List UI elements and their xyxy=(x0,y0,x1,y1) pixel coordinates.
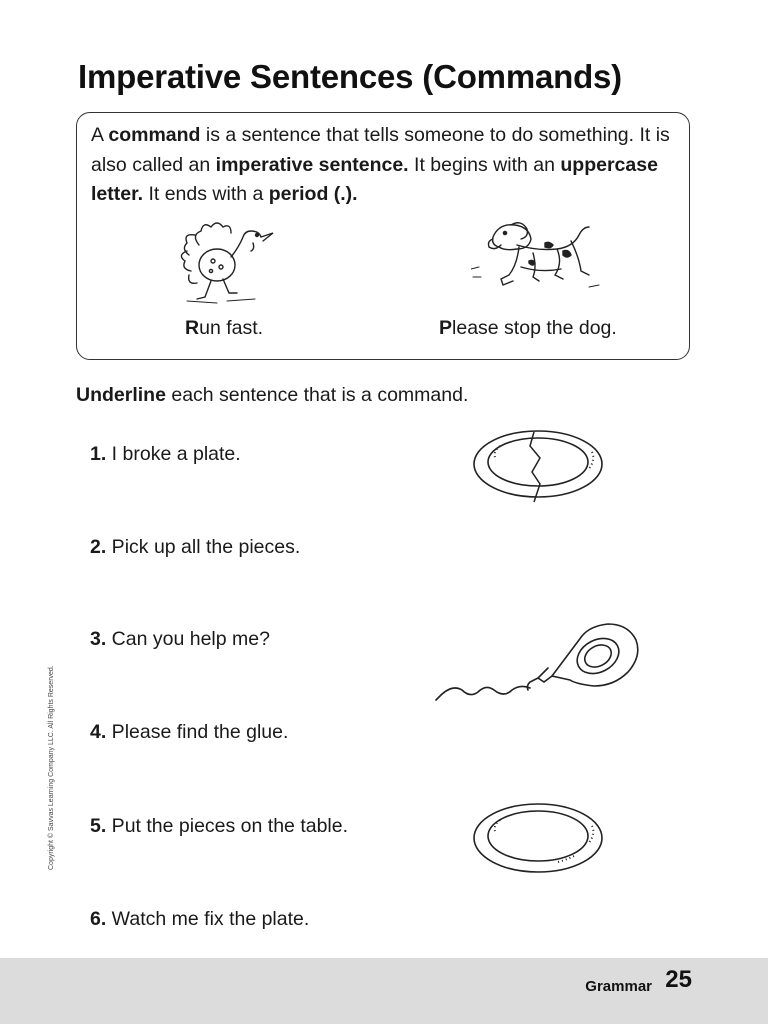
sentence-item-4[interactable] xyxy=(90,721,288,744)
example-capital-letter: R xyxy=(185,317,200,339)
term-uppercase-letter: uppercase letter. xyxy=(91,153,658,205)
example-capital-letter: P xyxy=(439,317,453,339)
instructions-verb: Underline xyxy=(76,384,166,406)
instructions-text: each sentence that is a command. xyxy=(165,384,469,406)
sentence-item-6[interactable] xyxy=(90,908,309,931)
item-number: 5. xyxy=(90,815,107,837)
example-command-1 xyxy=(185,317,263,340)
item-text: Watch me fix the plate. xyxy=(106,908,310,930)
term-imperative-sentence: imperative sentence. xyxy=(215,153,409,176)
definition-text-part: is a sentence that tells someone to do something. It is also called an xyxy=(91,124,670,176)
glue-bottle-illustration xyxy=(432,616,642,708)
item-text: Put the pieces on the table. xyxy=(106,815,349,837)
footer-section-label: Grammar xyxy=(585,978,652,995)
item-text: Pick up all the pieces. xyxy=(106,536,301,558)
instructions xyxy=(76,384,468,407)
definition-box xyxy=(76,112,690,360)
running-dog-illustration xyxy=(471,217,601,307)
definition-text-part: A xyxy=(91,124,109,146)
item-text: I broke a plate. xyxy=(106,443,241,465)
plate-illustration xyxy=(470,798,610,880)
item-number: 3. xyxy=(90,628,107,650)
definition-text-part: It begins with an xyxy=(408,153,561,176)
example-command-2 xyxy=(439,317,617,340)
sentence-item-2[interactable] xyxy=(90,536,300,559)
page-number: 25 xyxy=(665,966,692,993)
item-number: 6. xyxy=(90,908,107,930)
footer-band xyxy=(0,958,768,1024)
definition-text-part: It ends with a xyxy=(143,183,269,205)
sentence-item-3[interactable] xyxy=(90,628,270,651)
item-number: 4. xyxy=(90,721,107,743)
running-turkey-illustration xyxy=(177,217,287,307)
page-title: Imperative Sentences (Commands) xyxy=(78,58,622,95)
item-text: Can you help me? xyxy=(106,628,270,650)
example-text: un fast. xyxy=(199,317,264,339)
item-number: 1. xyxy=(90,443,107,465)
copyright-notice: Copyright © Savvas Learning Company LLC. All Rights Reserved. xyxy=(48,665,55,870)
example-text: lease stop the dog. xyxy=(452,317,617,339)
definition-text xyxy=(91,121,681,210)
term-period: period (.). xyxy=(268,183,358,205)
item-number: 2. xyxy=(90,536,107,558)
broken-plate-illustration xyxy=(470,426,610,504)
term-command: command xyxy=(108,124,201,146)
item-text: Please find the glue. xyxy=(106,721,289,743)
sentence-item-1[interactable] xyxy=(90,443,241,466)
sentence-item-5[interactable] xyxy=(90,815,348,838)
